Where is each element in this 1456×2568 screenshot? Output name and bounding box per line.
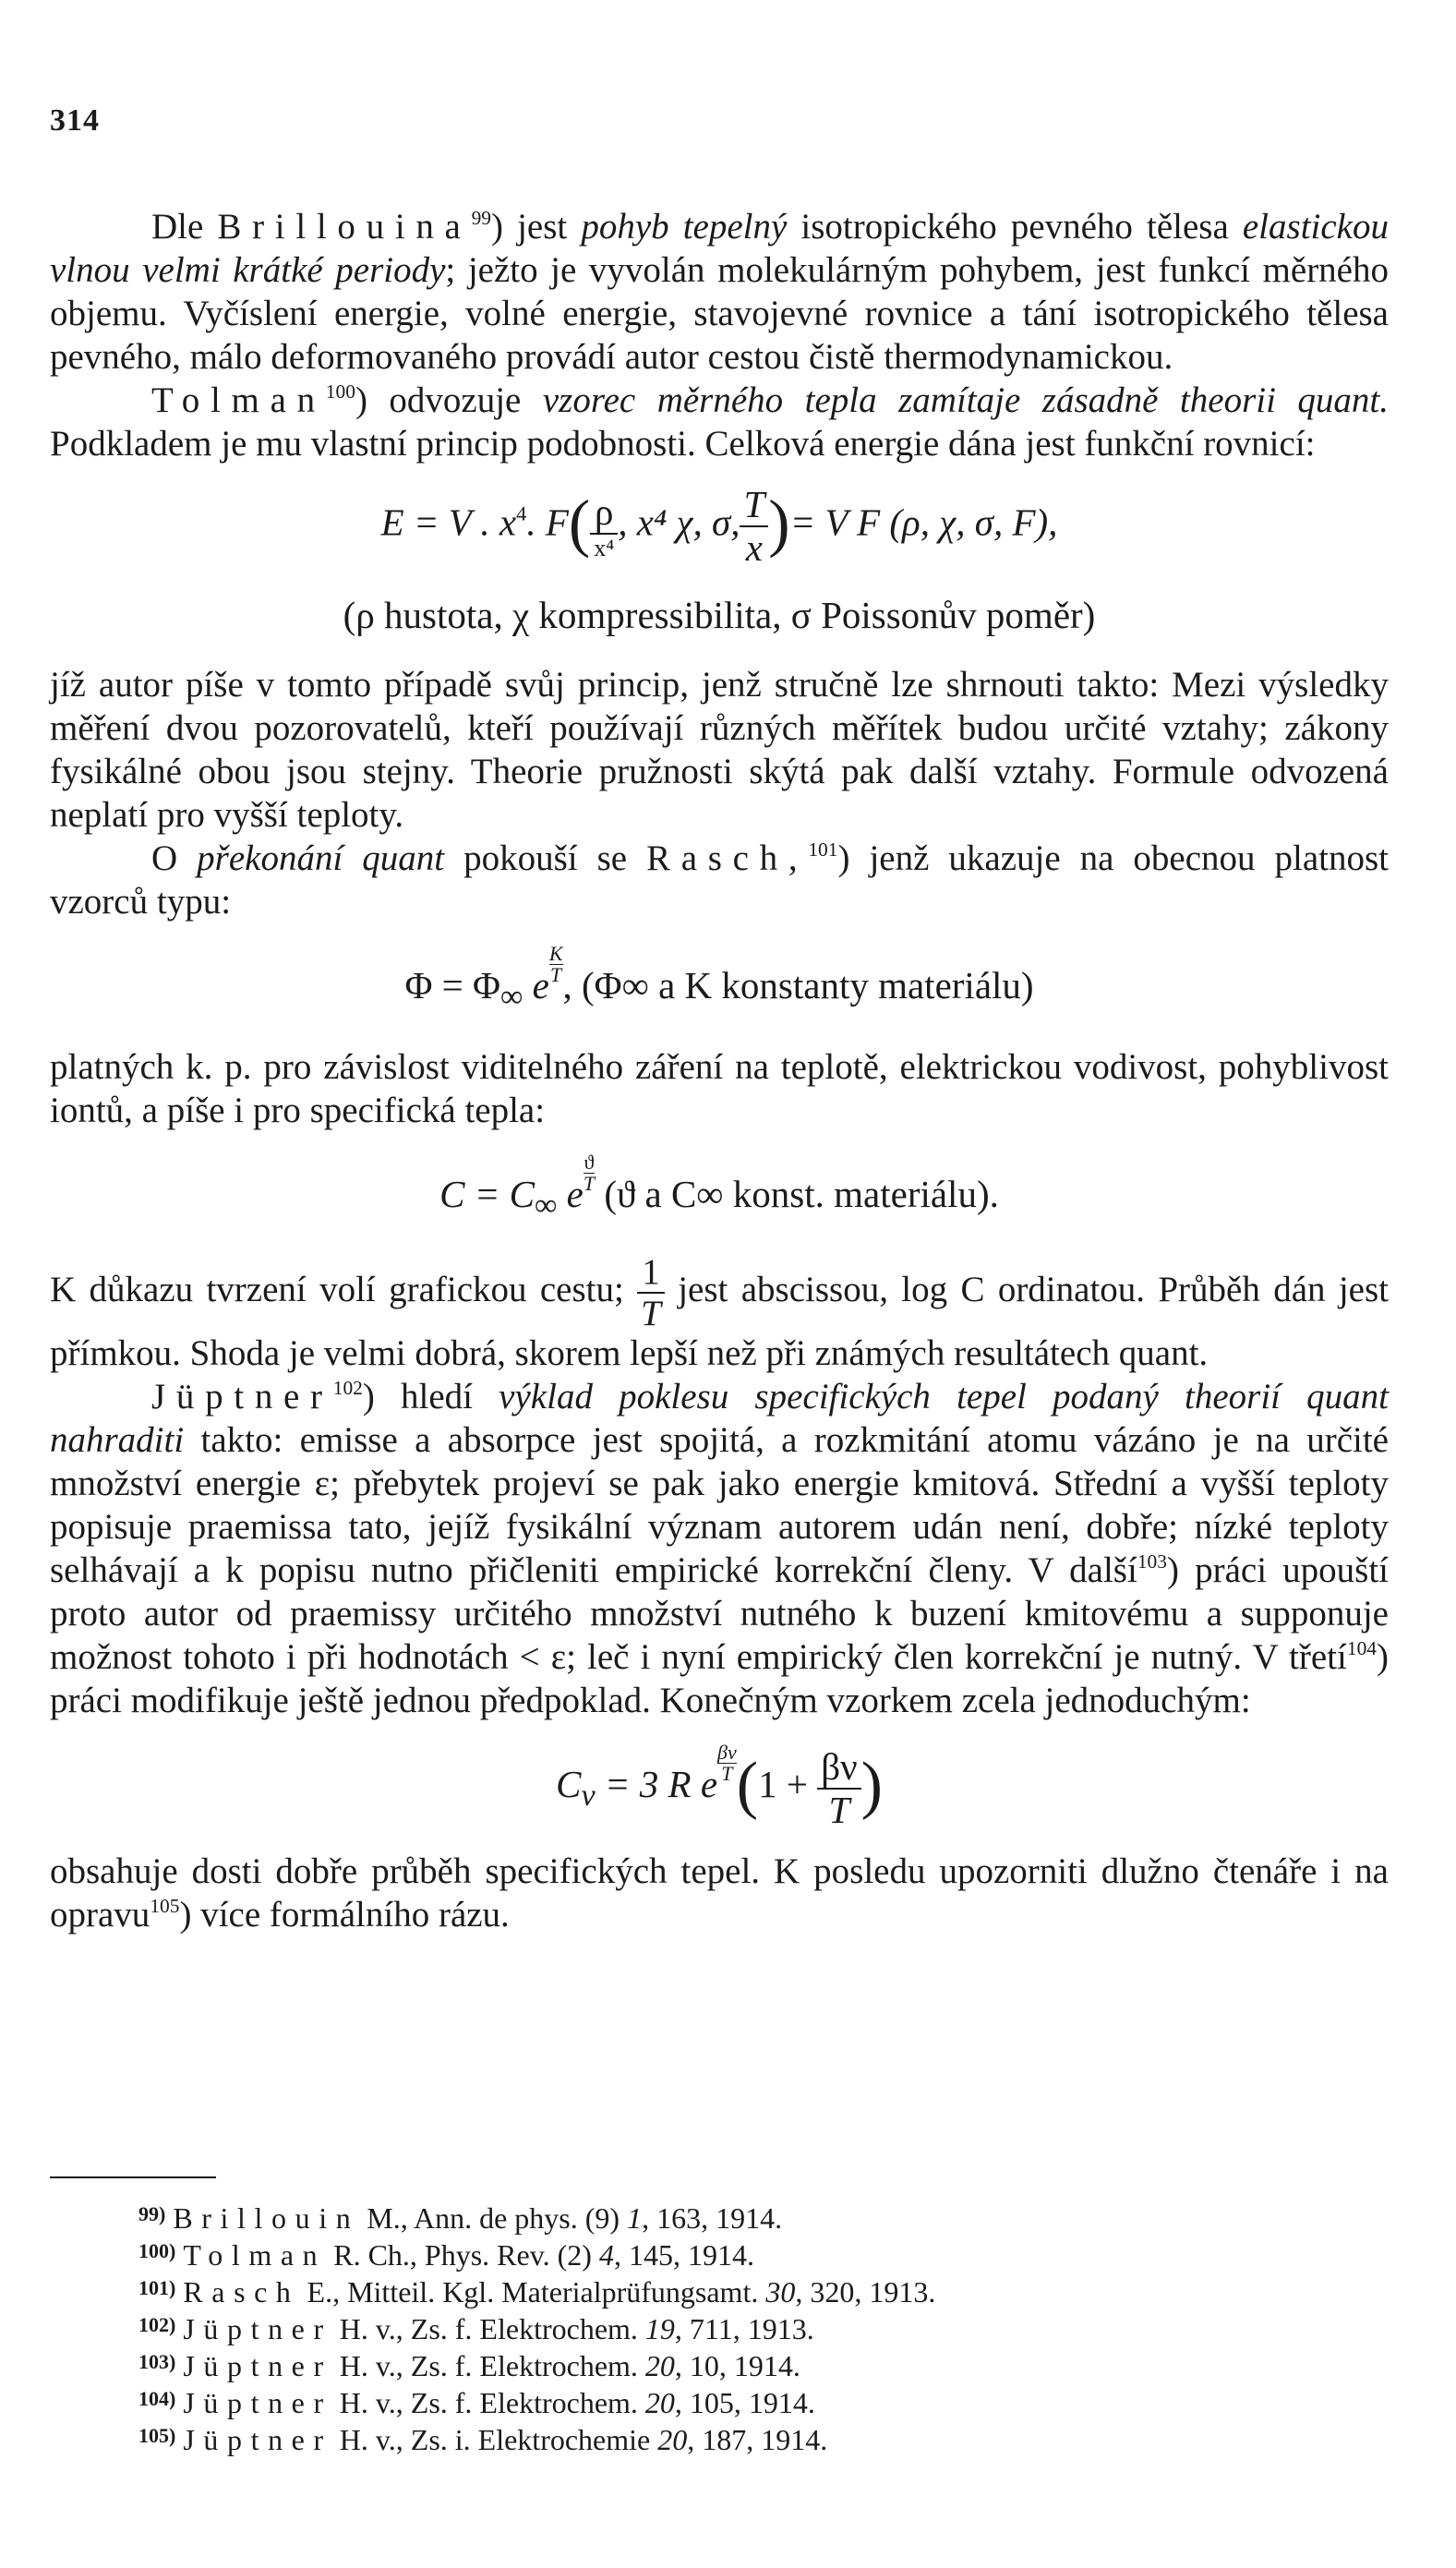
footnote: $^{102)}$ Jüptner H. v., Zs. f. Elektrochem. 19, 711, 1913. [138, 2312, 814, 2345]
paragraph-conclusion: obsahuje dosti dobře průběh specifických tepel. K posledu upozorniti dlužno čtenáře i na opravu$^{105}$) více formálního rázu. [50, 1851, 1389, 1935]
paragraph-tolman: Tolman$^{100}$) odvozuje vzorec měrného tepla zamítaje zásadně theorii quant. Podkladem je mu vlastní princip podobnosti. Celková energie dána jest funkční rovnicí: [50, 380, 1389, 464]
footnote: $^{105)}$ Jüptner H. v., Zs. i. Elektrochemie 20, 187, 1914. [138, 2423, 828, 2456]
paragraph-principle: jíž autor píše v tomto případě svůj princip, jenž stručně lze shrnouti takto: Mezi výsledky měření dvou pozorovatelů, kteří používají různých měřítek budou určité vztahy; zákony fysikálné obou jsou stejny. Theorie pružnosti skýtá pak další vztahy. Formule odvozená neplatí pro vyšší teploty. [50, 665, 1389, 835]
page-number: 314 [50, 103, 100, 138]
equation-cv: $C_v = 3$ R e $\frac{\beta\nu}{T}$ (1 + $\frac{\beta\nu}{T}$ ) [556, 1741, 883, 1831]
equation-heat: $C = C_\infty$ e $\frac{ϑ}{T}$ (ϑ a C∞ konst. materiálu). [439, 1151, 999, 1224]
footnote: $^{101)}$ Rasch E., Mitteil. Kgl. Materialprüfungsamt. 30, 320, 1913. [138, 2275, 936, 2309]
footnote-rule [50, 2176, 216, 2178]
footnote: $^{100)}$ Tolman R. Ch., Phys. Rev. (2) 4, 145, 1914. [138, 2238, 754, 2272]
equation-phi: $\Phi = \Phi_\infty$ e $\frac{K}{T}$ , (Φ∞ a K konstanty materiálu) [404, 942, 1034, 1015]
paragraph-juptner: Jüptner$^{102}$) hledí výklad poklesu specifických tepel podaný theorií quant nahraditi takto: emisse a absorpce jest spojitá, a rozkmitání atomu vázáno je na určité množství energie ε; přebytek projeví se pak jako energie kmitová. Střední a vyšší teploty popisuje praemissa tato, jejíž fysikální význam autorem udán není, dobře; nízké teploty selhávají a k popisu nutno přičleniti empirické korrekční členy. V další$^{103}$) práci upouští proto autor od praemissy určitého množství nutného k buzení kmitovému a supponuje možnost tohoto i při hodnotách < ε; leč i nyní empirický člen korrekční je nutný. V třetí$^{104}$) práci modifikuje ještě jednou předpoklad. Konečným vzorkem zcela jednoduchým: [50, 1377, 1390, 1721]
equation-legend: (ρ hustota, χ kompressibilita, σ Poissonův poměr) [343, 594, 1096, 636]
paragraph-rasch: O překonání quant pokouší se Rasch,$^{101}$) jenž ukazuje na obecnou platnost vzorců typu: [50, 838, 1390, 922]
paragraph-validity: platných k. p. pro závislost viditelného záření na teplotě, elektrickou vodivost, pohyblivost iontů, a píše i pro specifická tepla: [50, 1047, 1389, 1131]
footnote: $^{103)}$ Jüptner H. v., Zs. f. Elektrochem. 20, 10, 1914. [138, 2349, 800, 2382]
footnote: $^{99)}$ Brillouin M., Ann. de phys. (9) 1, 163, 1914. [138, 2201, 783, 2235]
main-text [50, 205, 1389, 1936]
equation-energy: E = V . $x^4$. F( $\frac{\rho}{\text{x⁴}}$ , x⁴ χ, σ, $\frac{T}{x}$ )= V F (ρ, χ, σ, F), [380, 483, 1058, 569]
paragraph-graphical: K důkazu tvrzení volí grafickou cestu; $\frac{1}{T}$ jest abscissou, log C ordinatou. Průběh dán jest přímkou. Shoda je velmi dobrá, skorem lepší než při známých resultátech quant. [50, 1252, 1390, 1374]
paragraph-brillouin: Dle Brillouina$^{99}$) jest pohyb tepelný isotropického pevného tělesa elastickou vlnou velmi krátké periody; ježto je vyvolán molekulárným pohybem, jest funkcí měrného objemu. Vyčíslení energie, volné energie, stavojevné rovnice a tání isotropického tělesa pevného, málo deformovaného provádí autor cestou čistě thermodynamickou. [50, 207, 1389, 377]
footnote: $^{104)}$ Jüptner H. v., Zs. f. Elektrochem. 20, 105, 1914. [138, 2386, 815, 2419]
footnotes [138, 2198, 1339, 2456]
